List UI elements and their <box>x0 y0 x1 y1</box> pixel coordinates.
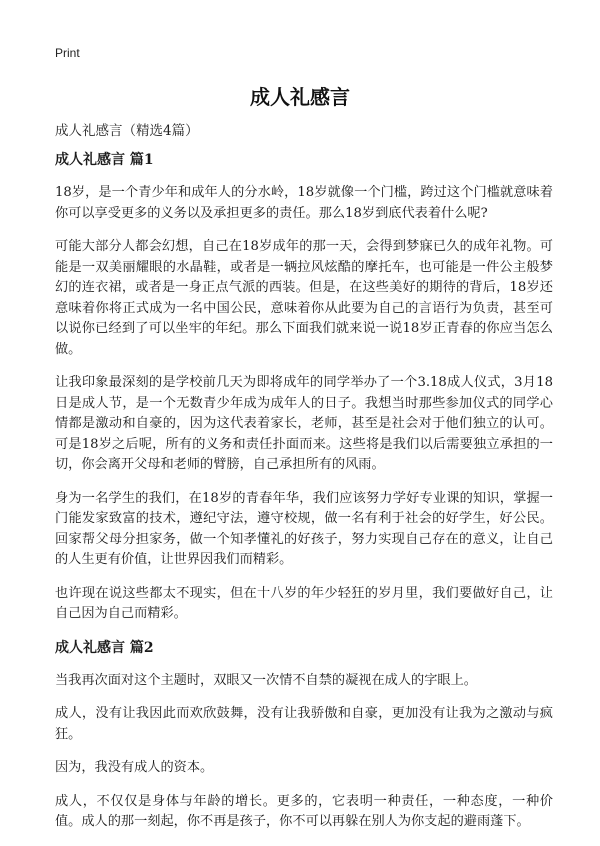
paragraph: 可能大部分人都会幻想，自己在18岁成年的那一天，会得到梦寐已久的成年礼物。可能是一双美丽耀眼的水晶鞋，或者是一辆拉风炫酷的摩托车，也可能是一件公主般梦幻的连衣裙，或者是一身正点气派的西装。但是，在这些美好的期待的背后，18岁还意味着你将正式成为一名中国公民，意味着你从此要为自己的言语行为负责，甚至可以说你已经到了可以坐牢的年纪。那么下面我们就来说一说18岁正青春的你应当怎么做。 <box>55 239 553 357</box>
paragraph: 让我印象最深刻的是学校前几天为即将成年的同学举办了一个3.18成人仪式，3月18日是成人节，是一个无数青少年成为成年人的日子。我想当时那些参加仪式的同学心情都是激动和自豪的，因为这代表着家长，老师，甚至是社会对于他们独立的认可。可是18岁之后呢，所有的义务和责任扑面而来。这些将是我们以后需要独立承担的一切，你会离开父母和老师的臂膀，自己承担所有的风雨。 <box>55 375 553 472</box>
document-subtitle: 成人礼感言（精选4篇） <box>55 123 199 139</box>
paragraph: 也许现在说这些都太不现实，但在十八岁的年少轻狂的岁月里，我们要做好自己，让自己因为自己而精彩。 <box>55 585 553 621</box>
page-title: 成人礼感言 <box>250 85 350 109</box>
document-content <box>55 150 553 846</box>
paragraph: 18岁，是一个青少年和成年人的分水岭，18岁就像一个门槛，跨过这个门槛就意味着你可以享受更多的义务以及承担更多的责任。那么18岁到底代表着什么呢? <box>55 185 553 221</box>
section-heading-1: 成人礼感言 篇1 <box>55 152 154 168</box>
paragraph: 身为一名学生的我们，在18岁的青春年华，我们应该努力学好专业课的知识，掌握一门能发家致富的技术，遵纪守法，遵守校规，做一名有利于社会的好学生，好公民。回家帮父母分担家务，做一个知孝懂礼的好孩子，努力实现自己存在的意义，让自己的人生更有价值，让世界因我们而精彩。 <box>55 490 553 567</box>
paragraph: 当我再次面对这个主题时，双眼又一次情不自禁的凝视在成人的字眼上。 <box>55 672 477 688</box>
paragraph: 因为，我没有成人的资本。 <box>55 760 214 775</box>
paragraph: 成人，没有让我因此而欢欣鼓舞，没有让我骄傲和自豪，更加没有让我为之激动与疯狂。 <box>55 706 553 742</box>
paragraph: 成人，不仅仅是身体与年龄的增长。更多的，它表明一种责任，一种态度，一种价值。成人的那一刻起，你不再是孩子，你不可以再躲在别人为你支起的避雨蓬下。 <box>55 793 553 829</box>
section-heading-2: 成人礼感言 篇2 <box>55 639 154 656</box>
print-link[interactable]: Print <box>55 46 80 60</box>
